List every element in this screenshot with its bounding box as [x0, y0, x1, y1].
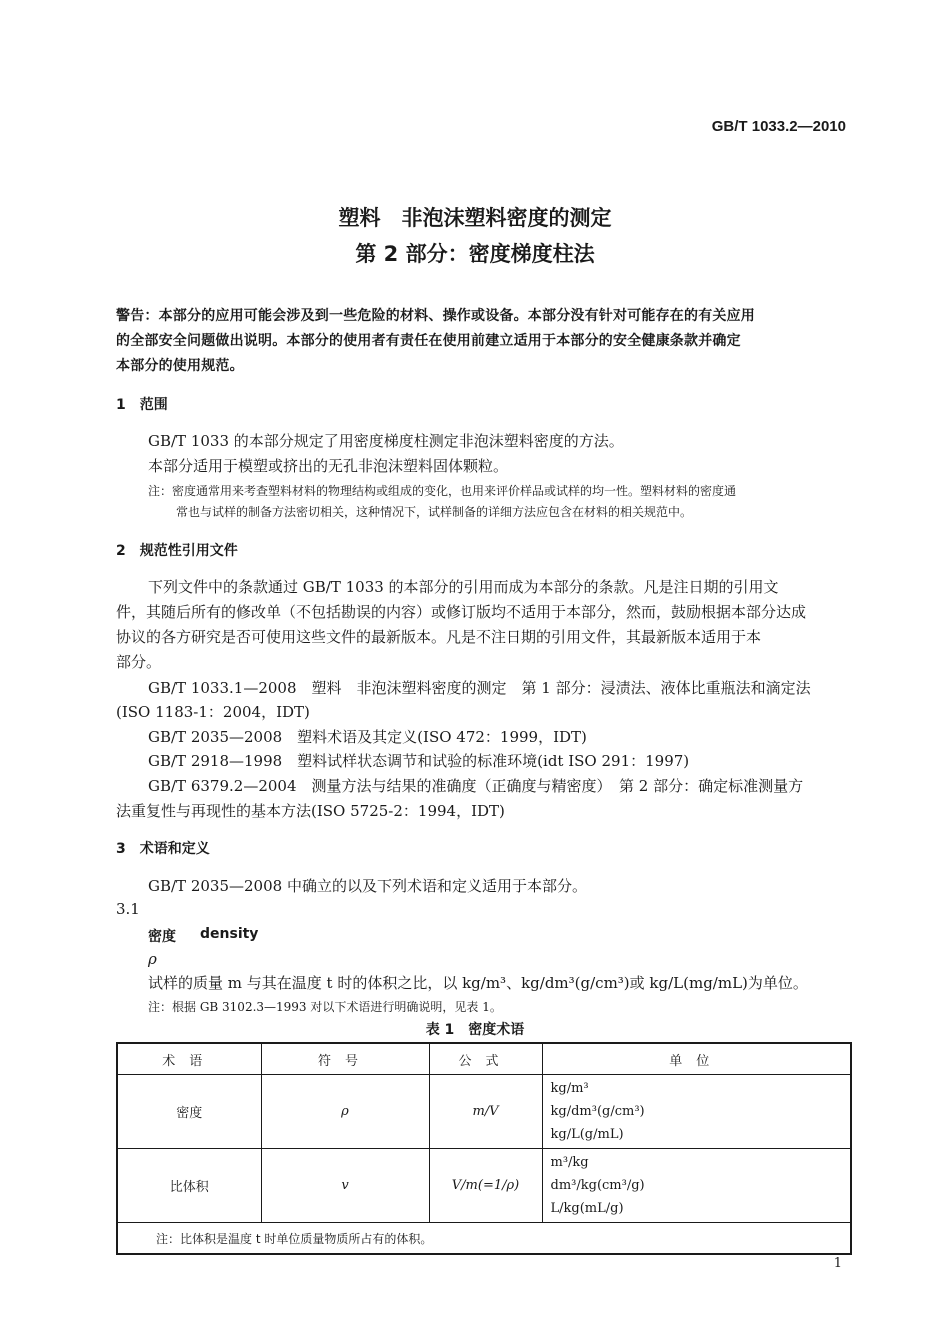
section2-paragraph-line2: 件，其随后所有的修改单（不包括勘误的内容）或修订版均不适用于本部分，然而，鼓励根据本部分达成	[116, 603, 807, 621]
section3-heading: 3 术语和定义	[116, 841, 210, 857]
table-caption: 表 1 密度术语	[425, 1022, 525, 1038]
cell-formula: m/V	[429, 1075, 542, 1149]
section3-note: 注：根据 GB 3102.3—1993 对以下术语进行明确说明，见表 1。	[148, 1000, 502, 1014]
reference-1-line2: (ISO 1183-1：2004，IDT)	[116, 703, 310, 721]
header-term: 术语	[117, 1043, 261, 1075]
warning-line1: 警告：本部分的应用可能会涉及到一些危险的材料、操作或设备。本部分没有针对可能存在的有关应用	[116, 308, 755, 324]
cell-symbol: v	[261, 1149, 429, 1223]
term-number: 3.1	[116, 900, 140, 918]
section1-paragraph2: 本部分适用于模塑或挤出的无孔非泡沫塑料固体颗粒。	[148, 457, 509, 475]
table-footnote-row	[117, 1223, 851, 1255]
table-header-row	[117, 1043, 851, 1075]
cell-term: 密度	[117, 1075, 261, 1149]
reference-1-line1: GB/T 1033.1—2008 塑料 非泡沫塑料密度的测定 第 1 部分：浸渍法、液体比重瓶法和滴定法	[148, 679, 811, 697]
warning-line3: 本部分的使用规范。	[116, 358, 244, 374]
cell-formula: V/m(=1/ρ)	[429, 1149, 542, 1223]
table-row	[117, 1149, 851, 1223]
section2-paragraph-line1: 下列文件中的条款通过 GB/T 1033 的本部分的引用而成为本部分的条款。凡是注日期的引用文	[148, 578, 779, 596]
unit-item: dm³/kg(cm³/g)	[550, 1178, 645, 1193]
cell-units	[542, 1075, 851, 1149]
section2-paragraph-line3: 协议的各方研究是否可使用这些文件的最新版本。凡是不注日期的引用文件，其最新版本适用于本	[116, 628, 762, 646]
term-english: density	[200, 926, 259, 942]
cell-term: 比体积	[117, 1149, 261, 1223]
section2-paragraph-line4: 部分。	[116, 653, 162, 671]
table-footnote: 注：比体积是温度 t 时单位质量物质所占有的体积。	[117, 1223, 851, 1255]
unit-item: kg/m³	[550, 1081, 589, 1096]
header-symbol: 符号	[261, 1043, 429, 1075]
warning-line2: 的全部安全问题做出说明。本部分的使用者有责任在使用前建立适用于本部分的安全健康条款并确定	[116, 333, 741, 349]
table-row	[117, 1075, 851, 1149]
cell-units	[542, 1149, 851, 1223]
reference-2: GB/T 2035—2008 塑料术语及其定义(ISO 472：1999，IDT)	[148, 728, 587, 746]
page-number: 1	[833, 1256, 842, 1271]
document-title-line2: 第 2 部分：密度梯度柱法	[355, 242, 595, 266]
density-terms-table	[116, 1042, 852, 1255]
unit-item: kg/L(g/mL)	[550, 1127, 624, 1142]
section3-paragraph1: GB/T 2035—2008 中确立的以及下列术语和定义适用于本部分。	[148, 877, 587, 895]
unit-item: L/kg(mL/g)	[550, 1201, 624, 1216]
section2-heading: 2 规范性引用文件	[116, 543, 238, 559]
document-title-line1: 塑料 非泡沫塑料密度的测定	[338, 206, 612, 230]
reference-3: GB/T 2918—1998 塑料试样状态调节和试验的标准环境(idt ISO 291：1997)	[148, 752, 690, 770]
section1-note-line2: 常也与试样的制备方法密切相关，这种情况下，试样制备的详细方法应包含在材料的相关规范中。	[176, 505, 693, 519]
header-formula: 公式	[429, 1043, 542, 1075]
section1-paragraph1: GB/T 1033 的本部分规定了用密度梯度柱测定非泡沫塑料密度的方法。	[148, 432, 624, 450]
term-definition: 试样的质量 m 与其在温度 t 时的体积之比，以 kg/m³、kg/dm³(g/cm³)或 kg/L(mg/mL)为单位。	[148, 974, 808, 992]
standard-number: GB/T 1033.2—2010	[711, 118, 846, 135]
cell-symbol: ρ	[261, 1075, 429, 1149]
term-symbol: ρ	[148, 950, 157, 968]
section1-note-line1: 注：密度通常用来考查塑料材料的物理结构或组成的变化，也用来评价样品或试样的均一性。塑料材料的密度通	[148, 484, 737, 498]
term-chinese: 密度	[148, 929, 176, 945]
section1-heading: 1 范围	[116, 397, 168, 413]
reference-4-line2: 法重复性与再现性的基本方法(ISO 5725-2：1994，IDT)	[116, 802, 505, 820]
unit-item: m³/kg	[550, 1155, 589, 1170]
header-unit: 单位	[542, 1043, 851, 1075]
unit-item: kg/dm³(g/cm³)	[550, 1104, 645, 1119]
reference-4-line1: GB/T 6379.2—2004 测量方法与结果的准确度（正确度与精密度） 第 2 部分：确定标准测量方	[148, 777, 804, 795]
